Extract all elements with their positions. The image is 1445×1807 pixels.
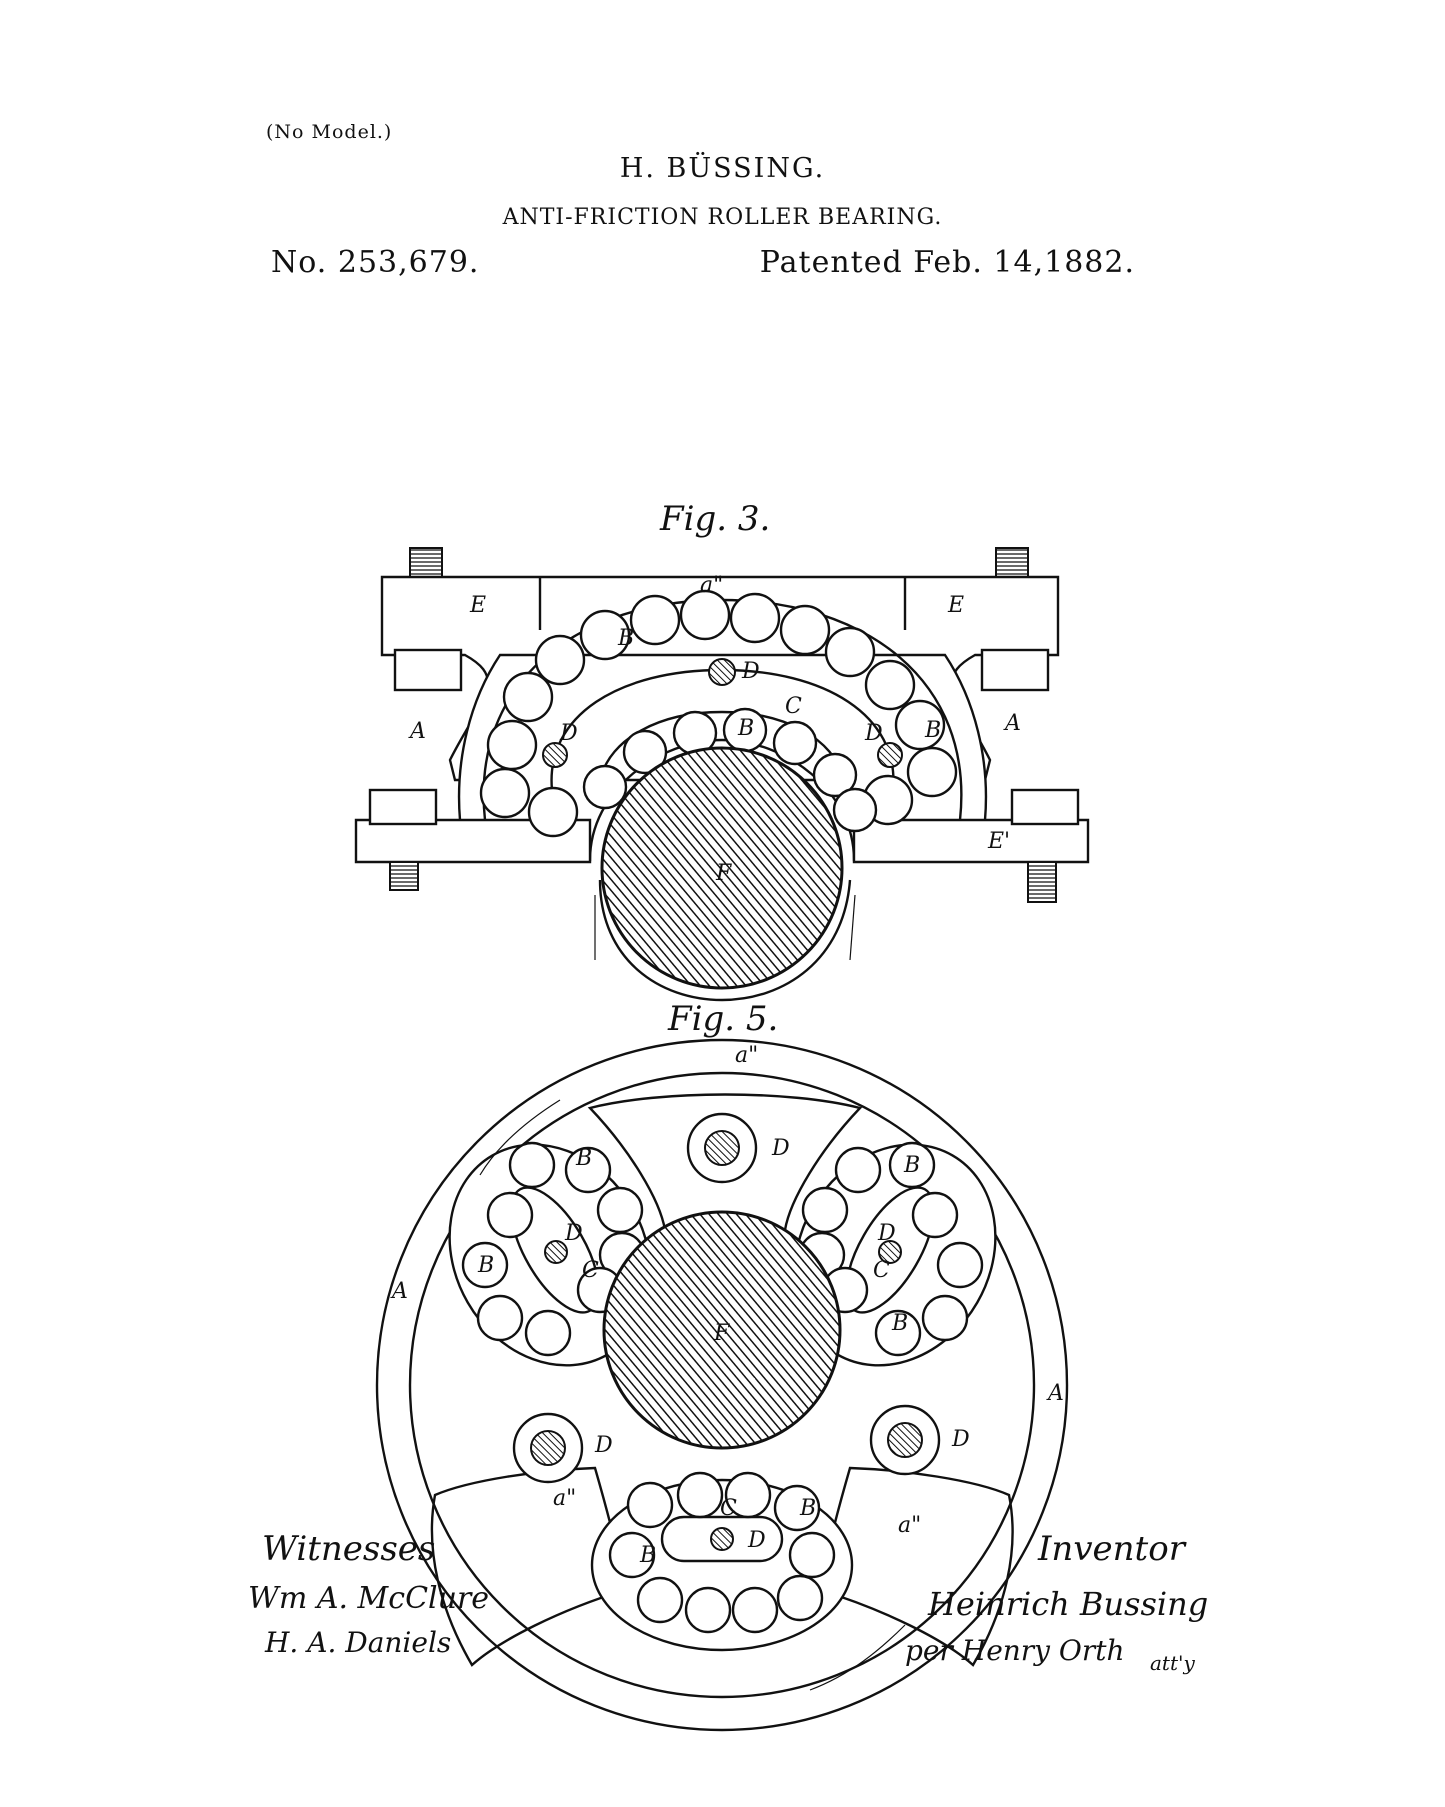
roller — [536, 636, 584, 684]
witnesses-heading: Witnesses — [262, 1529, 436, 1569]
pin-d-right — [888, 1423, 922, 1457]
label-e-prime: E' — [988, 829, 1011, 854]
roller — [834, 789, 876, 831]
roller — [478, 1296, 522, 1340]
label-b-2: B — [738, 716, 755, 741]
label-b-3: B — [904, 1153, 921, 1178]
label-d-cage-bottom: D — [748, 1528, 766, 1553]
label-d-left: D — [560, 721, 578, 746]
roller — [510, 1143, 554, 1187]
label-b-5: B — [800, 1496, 817, 1521]
roller — [826, 628, 874, 676]
label-b-6: B — [640, 1543, 657, 1568]
witness-signature-1: Wm A. McClure — [248, 1581, 490, 1616]
nut-left-bottom — [370, 790, 436, 824]
roller — [908, 748, 956, 796]
rotation-arrow-right — [850, 895, 855, 960]
attorney-suffix: att'y — [1150, 1651, 1195, 1675]
bolt-right-bottom — [1028, 862, 1056, 902]
patent-date: Patented Feb. 14,1882. — [759, 245, 1135, 280]
label-c-right: C — [873, 1258, 890, 1283]
label-d-top: D — [742, 659, 760, 684]
figure-3 — [356, 499, 1088, 1000]
witness-signature-2: H. A. Daniels — [265, 1626, 452, 1659]
patent-number: No. 253,679. — [271, 245, 480, 280]
label-c-bottom: C — [720, 1496, 737, 1521]
label-a-left: A — [410, 719, 426, 744]
inventor-signature: Heinrich Bussing — [928, 1585, 1209, 1623]
roller — [584, 766, 626, 808]
label-d-right: D — [865, 721, 883, 746]
pin-d-left — [531, 1431, 565, 1465]
roller — [598, 1188, 642, 1232]
roller — [923, 1296, 967, 1340]
label-b-3: B — [925, 718, 942, 743]
pin-d-top — [709, 659, 735, 685]
label-a2-left: a" — [553, 1486, 577, 1511]
roller — [638, 1578, 682, 1622]
roller — [481, 769, 529, 817]
pin-d-left — [543, 743, 567, 767]
roller — [938, 1243, 982, 1287]
roller — [778, 1576, 822, 1620]
label-e-right: E — [948, 593, 965, 618]
base-right — [854, 820, 1088, 862]
label-a-right: A — [1048, 1381, 1064, 1406]
roller — [628, 1483, 672, 1527]
roller — [631, 596, 679, 644]
fig5-label: Fig. 5. — [668, 999, 779, 1039]
inventor-heading-script: Inventor — [1038, 1529, 1185, 1569]
roller — [733, 1588, 777, 1632]
label-b-1: B — [618, 626, 635, 651]
roller — [504, 673, 552, 721]
pin-d-right — [878, 743, 902, 767]
roller — [790, 1533, 834, 1577]
label-d-top: D — [772, 1136, 790, 1161]
roller — [836, 1148, 880, 1192]
label-d-right: D — [952, 1427, 970, 1452]
patent-title: ANTI-FRICTION ROLLER BEARING. — [502, 205, 943, 230]
pin-d-cage-bottom — [711, 1528, 733, 1550]
label-b-2: B — [478, 1253, 495, 1278]
roller — [731, 594, 779, 642]
label-a2-right: a" — [898, 1513, 922, 1538]
nut-right-bottom — [1012, 790, 1078, 824]
attorney-signature: per Henry Orth — [905, 1634, 1125, 1667]
roller — [774, 722, 816, 764]
roller — [681, 591, 729, 639]
no-model-note: (No Model.) — [266, 121, 393, 143]
roller — [678, 1473, 722, 1517]
label-d-cage-right: D — [878, 1221, 896, 1246]
pin-d-cage-left — [545, 1241, 567, 1263]
label-a-left: A — [392, 1279, 408, 1304]
nut-right-top — [982, 650, 1048, 690]
label-a2-top: a" — [735, 1043, 759, 1068]
label-b-4: B — [892, 1311, 909, 1336]
roller — [488, 1193, 532, 1237]
roller — [913, 1193, 957, 1237]
label-a2: a" — [700, 573, 724, 598]
roller — [488, 721, 536, 769]
roller — [803, 1188, 847, 1232]
label-e-left: E — [470, 593, 487, 618]
bolt-left-bottom — [390, 862, 418, 890]
roller — [866, 661, 914, 709]
roller — [781, 606, 829, 654]
label-d-left: D — [595, 1433, 613, 1458]
label-a-right: A — [1005, 711, 1021, 736]
label-c: C — [785, 694, 802, 719]
label-d-cage-left: D — [565, 1221, 583, 1246]
label-b-1: B — [576, 1146, 593, 1171]
fig3-label: Fig. 3. — [660, 499, 771, 539]
inventor-heading: H. BÜSSING. — [619, 153, 826, 184]
roller — [529, 788, 577, 836]
pin-d-top — [705, 1131, 739, 1165]
label-c-left: C — [582, 1258, 599, 1283]
nut-left-top — [395, 650, 461, 690]
roller — [526, 1311, 570, 1355]
roller — [686, 1588, 730, 1632]
label-f: F — [714, 1321, 730, 1346]
label-f: F — [716, 861, 732, 886]
